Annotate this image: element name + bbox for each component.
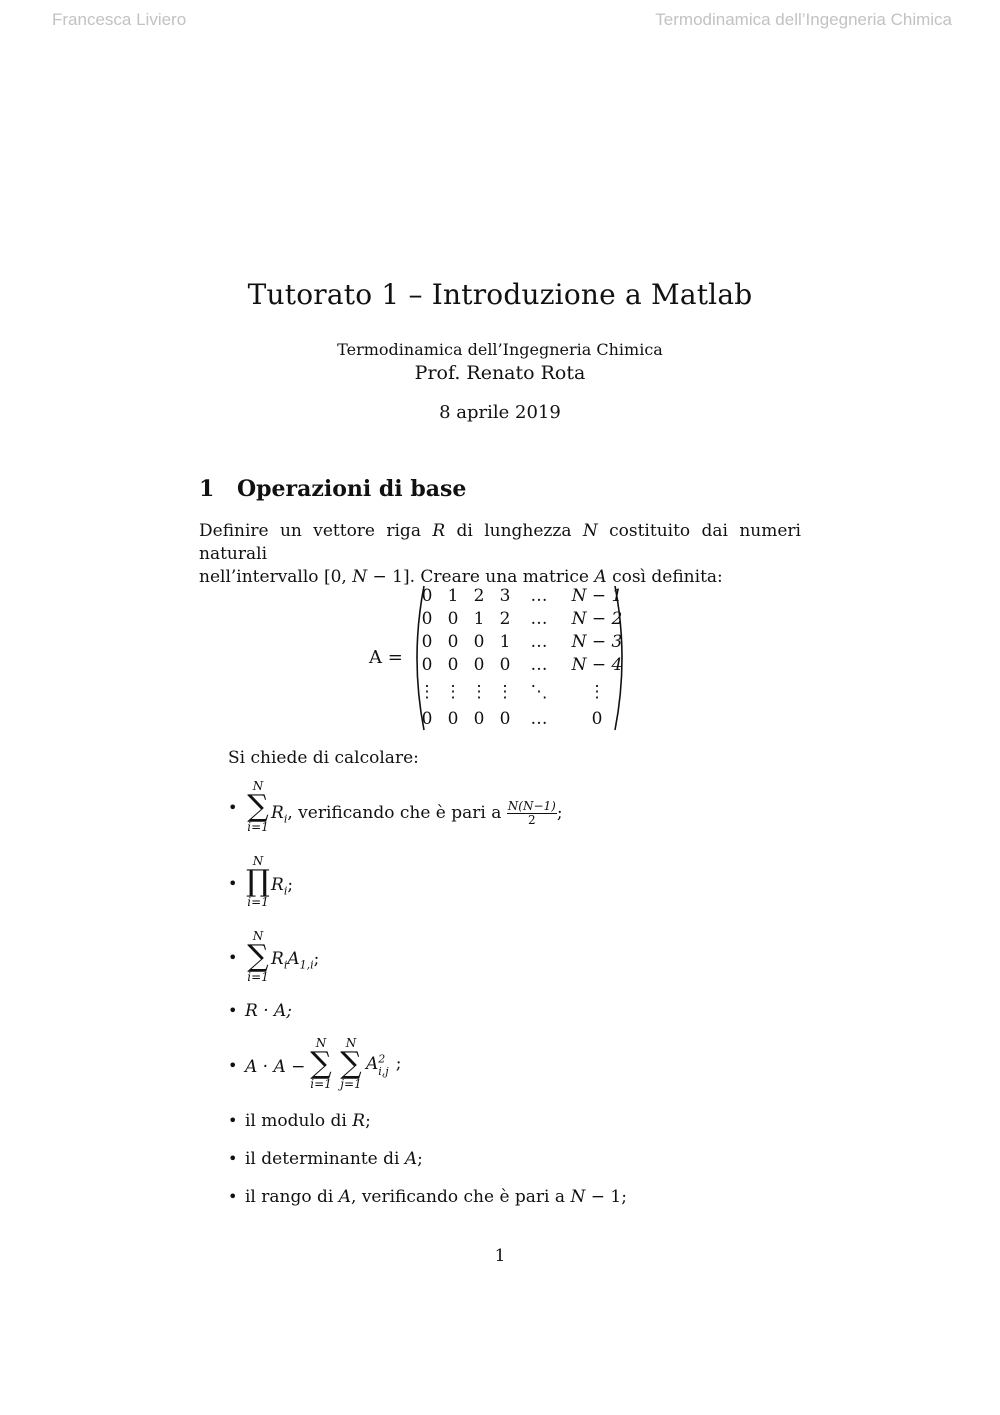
matrix-cell: 0 xyxy=(591,709,603,729)
matrix-cell: 0 xyxy=(473,709,485,729)
matrix-cell: 0 xyxy=(421,709,433,729)
matrix-cell: … xyxy=(530,586,548,606)
math-var: N xyxy=(570,1187,586,1207)
bullet-6: • xyxy=(228,1111,238,1130)
instruction-text: Si chiede di calcolare: xyxy=(228,748,419,768)
list-item-2: $R_i$; xyxy=(271,875,294,898)
matrix-cell: 1 xyxy=(447,586,459,606)
math-var: A xyxy=(404,1149,418,1169)
matrix-cell: 0 xyxy=(421,655,433,675)
fraction-denominator: 2 xyxy=(527,813,536,827)
matrix-cell: ⋮ xyxy=(444,682,462,702)
page-number: 1 xyxy=(494,1246,506,1266)
text-run: ; xyxy=(417,1149,423,1169)
section-number: 1 xyxy=(199,476,215,502)
matrix-cell: … xyxy=(530,709,548,729)
intro-paragraph xyxy=(199,520,801,589)
matrix-cell: 0 xyxy=(473,632,485,652)
matrix-cell: 0 xyxy=(499,655,511,675)
section-heading xyxy=(199,476,466,502)
matrix-cell: … xyxy=(530,632,548,652)
text-run: il modulo di xyxy=(245,1111,353,1131)
text-run: Definire un vettore riga xyxy=(199,521,433,541)
matrix-cell: 0 xyxy=(447,609,459,629)
text-run: costituito dai numeri naturali xyxy=(199,521,801,564)
math-var: A xyxy=(594,567,607,587)
text-run: ; xyxy=(556,803,563,823)
sum-operator: N ∑ i=1 xyxy=(247,779,269,834)
matrix-cell: 0 xyxy=(447,709,459,729)
list-item-4: R · A; xyxy=(245,1001,293,1021)
matrix-cell: 1 xyxy=(473,609,485,629)
bullet-5: • xyxy=(228,1056,238,1075)
list-item-5-prefix: A · A − xyxy=(245,1057,306,1077)
bullet-7: • xyxy=(228,1149,238,1168)
math-var: R xyxy=(352,1111,366,1131)
list-item-7 xyxy=(245,1149,423,1169)
matrix-cell: ⋮ xyxy=(418,682,436,702)
matrix-cell: N − 2 xyxy=(571,609,623,629)
matrix-cell: ⋱ xyxy=(530,682,548,702)
matrix-cell: 0 xyxy=(421,609,433,629)
bullet-8: • xyxy=(228,1187,238,1206)
matrix-cell: ⋮ xyxy=(470,682,488,702)
matrix-cell: 2 xyxy=(499,609,511,629)
matrix-cell: … xyxy=(530,609,548,629)
matrix-cell: 1 xyxy=(499,632,511,652)
document-title: Tutorato 1 – Introduzione a Matlab xyxy=(247,278,753,311)
list-item-5-term: $A^2_{i,j}$ ; xyxy=(366,1052,402,1078)
matrix-cell: N − 3 xyxy=(571,632,623,652)
math-var: N xyxy=(582,521,598,541)
matrix-cell: 3 xyxy=(499,586,511,606)
sum-operator: N ∑ i=1 xyxy=(310,1036,332,1091)
sum-operator: N ∑ i=1 xyxy=(247,929,269,984)
matrix-cell: 0 xyxy=(447,632,459,652)
matrix-cell: N − 1 xyxy=(571,586,623,606)
header-author: Francesca Liviero xyxy=(52,10,187,29)
course-name: Termodinamica dell’Ingegneria Chimica xyxy=(337,340,663,359)
text-run: − 1; xyxy=(585,1187,627,1207)
section-title: Operazioni di base xyxy=(237,476,467,502)
matrix-cell: 0 xyxy=(447,655,459,675)
list-item-6 xyxy=(245,1111,371,1131)
text-run: nell’intervallo [0, xyxy=(199,567,353,587)
matrix-cell: ⋮ xyxy=(588,682,606,702)
text-run: così definita: xyxy=(606,567,723,587)
professor-name: Prof. Renato Rota xyxy=(414,362,586,384)
text-run: il determinante di xyxy=(245,1149,405,1169)
text-run: il rango di xyxy=(245,1187,339,1207)
math-expr: $R_i$ xyxy=(271,803,288,826)
document-date: 8 aprile 2019 xyxy=(439,402,561,423)
matrix-label: A = xyxy=(369,647,403,668)
matrix-a xyxy=(412,584,627,732)
bullet-1: • xyxy=(228,798,238,817)
bullet-3: • xyxy=(228,948,238,967)
math-var: A xyxy=(338,1187,352,1207)
text-run: , verificando che è pari a xyxy=(287,803,507,823)
matrix-cell: 0 xyxy=(473,655,485,675)
fraction xyxy=(507,800,557,827)
product-operator: N ∏ i=1 xyxy=(246,854,270,909)
matrix-cell: 0 xyxy=(421,632,433,652)
list-item-3: $R_iA_{1,i}$; xyxy=(271,949,320,972)
math-var: R xyxy=(432,521,446,541)
sum-operator: N ∑ j=1 xyxy=(340,1036,362,1091)
matrix-cell: … xyxy=(530,655,548,675)
text-run: ; xyxy=(365,1111,371,1131)
list-item-1 xyxy=(271,800,563,827)
matrix-cell: ⋮ xyxy=(496,682,514,702)
matrix-cell: 0 xyxy=(421,586,433,606)
matrix-cell: 0 xyxy=(499,709,511,729)
matrix-cell: N − 4 xyxy=(571,655,623,675)
paragraph-line-1 xyxy=(199,520,801,566)
list-item-8 xyxy=(245,1187,627,1207)
fraction-numerator: N(N−1) xyxy=(507,799,556,813)
text-run: , verificando che è pari a xyxy=(351,1187,571,1207)
header-course: Termodinamica dell’Ingegneria Chimica xyxy=(655,10,952,29)
matrix-cell: 2 xyxy=(473,586,485,606)
text-run: − 1]. Creare una matrice xyxy=(367,567,595,587)
bullet-2: • xyxy=(228,874,238,893)
math-var: N xyxy=(352,567,368,587)
text-run: di lunghezza xyxy=(445,521,583,541)
bullet-4: • xyxy=(228,1001,238,1020)
